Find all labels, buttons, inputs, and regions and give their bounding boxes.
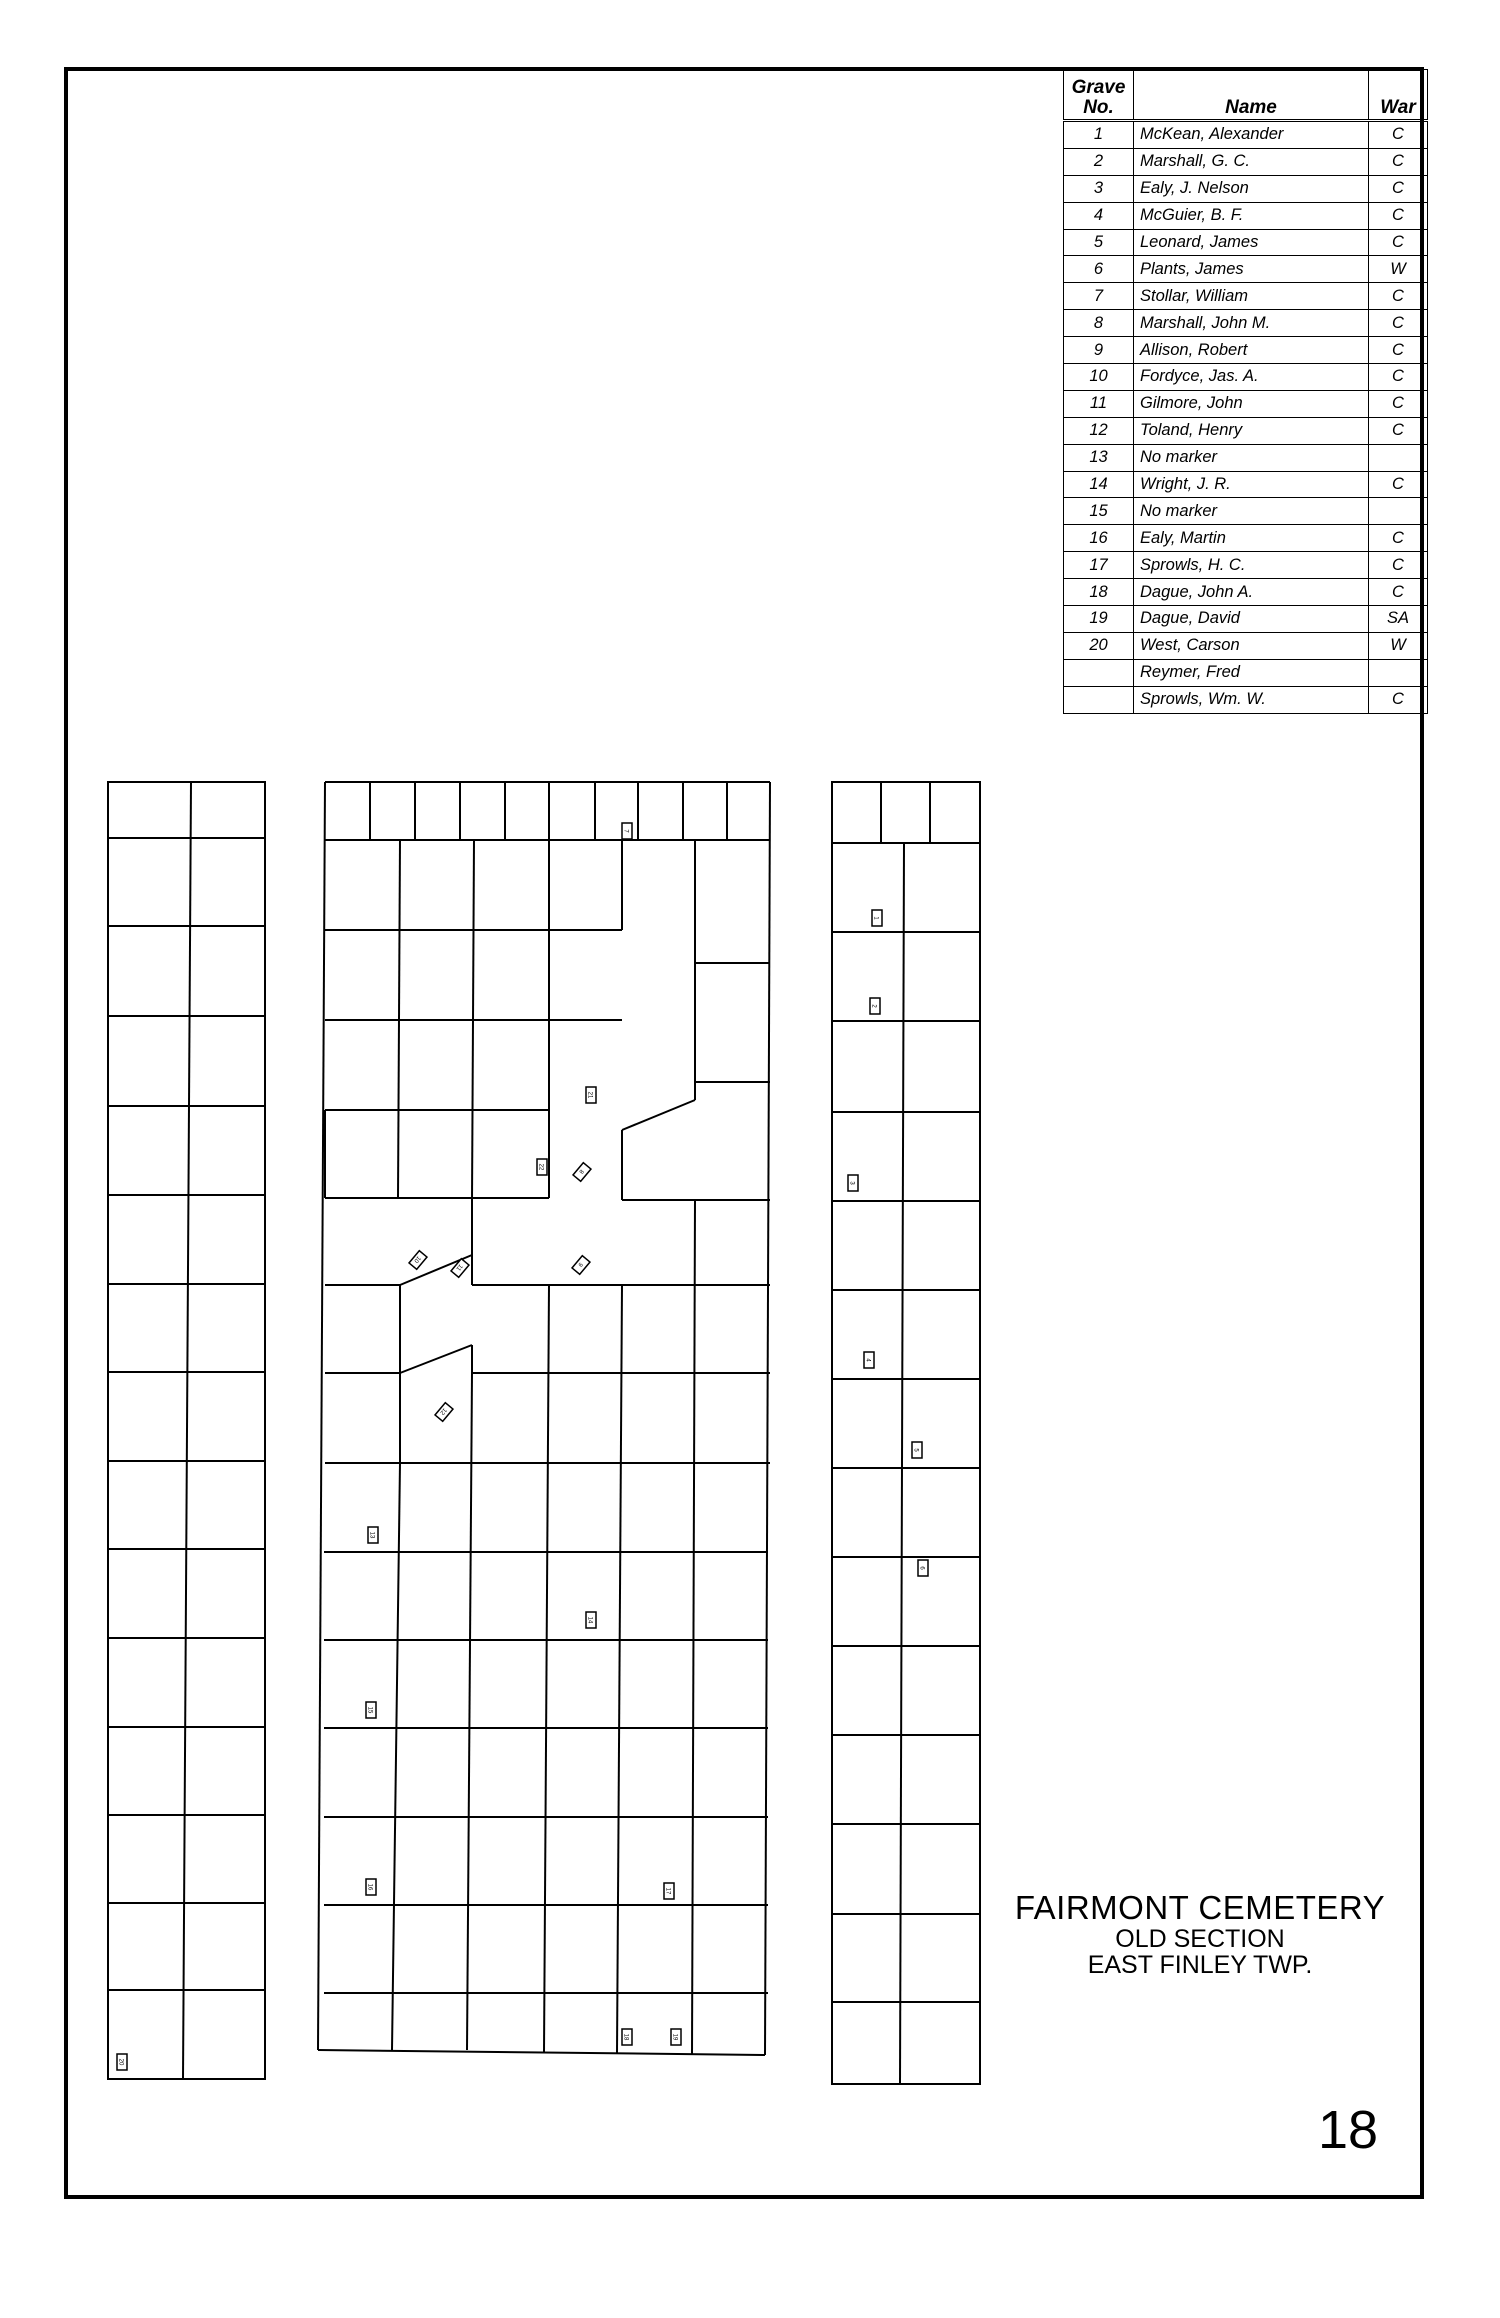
headstone-number: 13 [368,1531,375,1539]
headstone-number: 11 [454,1262,464,1272]
headstone-number: 16 [366,1883,373,1891]
right-plot-block [832,782,980,2084]
middle-divider [617,1285,622,2053]
headstone-marker [435,1403,453,1422]
grave-number-cell: 11 [1064,390,1134,417]
headstone-marker [451,1259,469,1278]
grave-name-cell: Plants, James [1134,256,1369,283]
headstone-number: 1 [872,916,879,920]
legend-row [1064,283,1428,310]
war-cell: C [1369,579,1428,606]
headstone-marker [912,1442,922,1458]
grave-number-cell [1064,686,1134,713]
grave-number-cell: 3 [1064,175,1134,202]
war-cell: C [1369,686,1428,713]
left-block-divider [183,782,191,2079]
war-cell [1369,444,1428,471]
middle-divider [692,1200,695,2054]
legend-row [1064,525,1428,552]
grave-name-cell: Ealy, Martin [1134,525,1369,552]
headstone-number: 4 [864,1358,871,1362]
grave-number-cell: 7 [1064,283,1134,310]
legend-row [1064,175,1428,202]
war-cell: W [1369,256,1428,283]
war-cell: C [1369,229,1428,256]
grave-number-cell: 14 [1064,471,1134,498]
legend-row [1064,686,1428,713]
grave-number-cell: 20 [1064,632,1134,659]
headstone-marker [409,1251,427,1270]
grave-number-cell: 16 [1064,525,1134,552]
right-block-divider [900,843,904,2084]
grave-number-cell: 15 [1064,498,1134,525]
war-cell: C [1369,552,1428,579]
legend-row [1064,202,1428,229]
grave-number-cell: 19 [1064,606,1134,633]
headstone-number: 19 [671,2033,678,2041]
section-subtitle: OLD SECTION [1115,1925,1285,1953]
grave-name-cell: Toland, Henry [1134,417,1369,444]
headstone-number: 17 [664,1887,671,1895]
legend-row [1064,471,1428,498]
header-grave-no: Grave No. [1064,70,1134,121]
legend-row [1064,364,1428,391]
cemetery-title: FAIRMONT CEMETERY [1014,1889,1386,1926]
headstone-marker [622,823,632,839]
legend-row [1064,148,1428,175]
headstone-marker [872,910,882,926]
war-cell: C [1369,202,1428,229]
grave-number-cell: 8 [1064,310,1134,337]
legend-row [1064,606,1428,633]
legend-row [1064,444,1428,471]
war-cell: C [1369,525,1428,552]
headstone-marker [622,2029,632,2045]
war-cell: C [1369,390,1428,417]
headstone-number: 22 [537,1163,544,1171]
grave-number-cell: 10 [1064,364,1134,391]
headstone-marker [870,998,880,1014]
grave-name-cell: Sprowls, Wm. W. [1134,686,1369,713]
middle-divider [467,1373,472,2050]
war-cell: C [1369,121,1428,149]
grave-name-cell: No marker [1134,444,1369,471]
grave-number-cell: 9 [1064,337,1134,364]
headstone-marker [586,1087,596,1103]
grave-legend-table [1063,69,1428,714]
legend-header-row [1064,70,1428,121]
header-name: Name [1134,70,1369,121]
middle-block-left [318,782,325,2050]
legend-row [1064,579,1428,606]
legend-row [1064,659,1428,686]
headstone-number: 21 [586,1091,593,1099]
headstone-marker [864,1352,874,1368]
grave-number-cell: 1 [1064,121,1134,149]
grave-name-cell: Gilmore, John [1134,390,1369,417]
war-cell: C [1369,310,1428,337]
headstone-number: 6 [918,1566,925,1570]
headstone-number: 2 [870,1004,877,1008]
headstone-marker [117,2054,127,2070]
grave-name-cell: Leonard, James [1134,229,1369,256]
grave-number-cell: 17 [1064,552,1134,579]
grave-name-cell: Stollar, William [1134,283,1369,310]
grave-name-cell: Sprowls, H. C. [1134,552,1369,579]
grave-number-cell: 4 [1064,202,1134,229]
headstone-number: 18 [622,2033,629,2041]
legend-row [1064,121,1428,149]
legend-row [1064,552,1428,579]
war-cell: C [1369,417,1428,444]
headstone-marker [586,1612,596,1628]
grave-name-cell: Allison, Robert [1134,337,1369,364]
headstone-number: 7 [622,829,629,833]
grave-name-cell: Marshall, John M. [1134,310,1369,337]
headstone-marker [918,1560,928,1576]
war-cell: C [1369,148,1428,175]
headstone-marker [368,1527,378,1543]
grave-name-cell: McGuier, B. F. [1134,202,1369,229]
grave-name-cell: Ealy, J. Nelson [1134,175,1369,202]
grave-number-cell [1064,659,1134,686]
legend-row [1064,390,1428,417]
headstone-number: 20 [117,2058,124,2066]
grave-name-cell: No marker [1134,498,1369,525]
headstone-number: 12 [438,1406,448,1416]
middle-divider [544,1285,549,2052]
middle-diagonal-line [400,1345,472,1373]
headstone-marker [572,1256,590,1275]
war-cell: C [1369,337,1428,364]
headstone-number: 14 [586,1616,593,1624]
middle-divider [472,840,474,1200]
grave-name-cell: Fordyce, Jas. A. [1134,364,1369,391]
war-cell: C [1369,175,1428,202]
headstone-number: 15 [366,1706,373,1714]
middle-divider [398,840,400,1198]
war-cell: C [1369,471,1428,498]
grave-name-cell: Dague, David [1134,606,1369,633]
grave-name-cell: Dague, John A. [1134,579,1369,606]
headstone-number: 8 [577,1167,585,1175]
middle-block-bottom [318,2050,765,2055]
township-subtitle: EAST FINLEY TWP. [1087,1951,1313,1979]
headstone-marker [573,1163,591,1182]
headstone-marker [664,1883,674,1899]
grave-number-cell: 2 [1064,148,1134,175]
grave-name-cell: West, Carson [1134,632,1369,659]
headstone-marker [366,1879,376,1895]
legend-row [1064,498,1428,525]
headstone-number: 10 [412,1254,422,1264]
grave-number-cell: 6 [1064,256,1134,283]
war-cell: C [1369,283,1428,310]
grave-number-cell: 13 [1064,444,1134,471]
war-cell: SA [1369,606,1428,633]
headstone-number: 9 [576,1260,584,1268]
middle-block-right [765,782,770,2055]
cemetery-title-block [995,1890,1405,1978]
war-cell: C [1369,364,1428,391]
grave-name-cell: McKean, Alexander [1134,121,1369,149]
headstone-number: 3 [848,1181,855,1185]
grave-number-cell: 5 [1064,229,1134,256]
header-war: War [1369,70,1428,121]
grave-name-cell: Marshall, G. C. [1134,148,1369,175]
headstone-marker [537,1159,547,1175]
headstone-marker [671,2029,681,2045]
war-cell: W [1369,632,1428,659]
grave-name-cell: Wright, J. R. [1134,471,1369,498]
legend-row [1064,337,1428,364]
page-number: 18 [1318,2100,1379,2160]
middle-diagonal-line [622,1100,695,1130]
war-cell [1369,498,1428,525]
grave-number-cell: 12 [1064,417,1134,444]
legend-row [1064,256,1428,283]
headstone-marker [848,1175,858,1191]
headstone-marker [366,1702,376,1718]
war-cell [1369,659,1428,686]
legend-row [1064,310,1428,337]
headstone-number: 5 [912,1448,919,1452]
grave-name-cell: Reymer, Fred [1134,659,1369,686]
grave-number-cell: 18 [1064,579,1134,606]
legend-row [1064,417,1428,444]
legend-row [1064,229,1428,256]
legend-row [1064,632,1428,659]
